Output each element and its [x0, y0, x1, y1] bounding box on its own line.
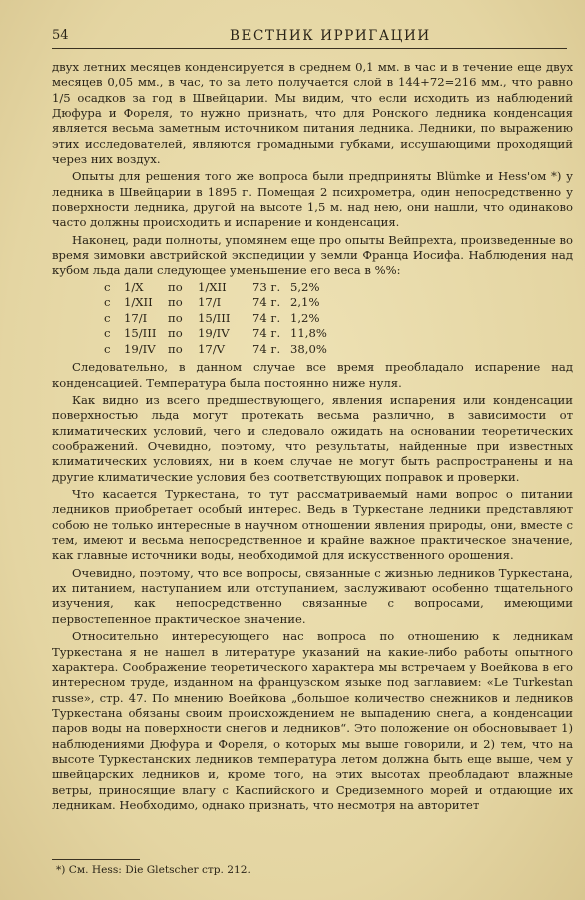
table-cell: 15/III: [198, 310, 231, 325]
table-cell: с: [104, 295, 111, 310]
table-row: [104, 342, 331, 358]
table-cell: 38,0%: [290, 341, 327, 356]
table-cell: с: [104, 326, 111, 341]
table-row: [104, 295, 331, 311]
table-cell: 1,2%: [290, 310, 320, 325]
paragraph: Наконец, ради полноты, упомянем еще про опыты Вейпрехта, произведенные во время зимовки австрийской экспедиции у земли Франца Иосифа. Наблюдения над кубом льда дали следующее уменьшение его веса в %%:: [52, 232, 573, 278]
table-cell: 2,1%: [290, 295, 320, 310]
footnote: *) См. Hess: Die Gletscher стр. 212.: [56, 864, 251, 876]
table-cell: 11,8%: [290, 326, 327, 341]
paragraph: Следовательно, в данном случае все время преобладало испарение над конденсацией. Температура была постоянно ниже нуля.: [52, 360, 573, 390]
header-divider: [52, 48, 567, 49]
table-cell: 19/IV: [124, 341, 156, 356]
table-cell: 19/IV: [198, 326, 230, 341]
table-cell: 74 г.: [252, 295, 281, 310]
table-row: [104, 326, 331, 342]
table-cell: с: [104, 310, 111, 325]
body-text: [52, 60, 573, 813]
page-header: [52, 26, 567, 48]
table-cell: по: [168, 326, 183, 341]
evaporation-table: [104, 280, 331, 358]
paragraph: Относительно интересующего нас вопроса по отношению к ледникам Туркестана я не нашел в литературе указаний на какие-либо работы опытного характера. Соображение теоретического характера мы встречаем у Воейкова в его интересном труде, изданном на французском языке под заглавием: «Le Turkestan russe», стр. 47. По мнению Воейкова „большое количество снежников и ледников Туркестана обязаны своим происхождением не выпадению снега, а конденсации паров воды на поверхности снегов и ледников“. Это положение он обосновывает 1) наблюдениями Дюфура и Фореля, о которых мы выше говорили, и 2) тем, что на высоте Туркестанских ледников температура летом должна быть еще выше, чем у швейцарских ледников и, кроме того, на этих высотах преобладают влажные ветры, приносящие влагу с Каспийского и Средиземного морей и отдающие их ледникам. Необходимо, однако признать, что несмотря на авторитет: [52, 629, 573, 812]
paragraph: Очевидно, поэтому, что все вопросы, связанные с жизнью ледников Туркестана, их питанием, наступанием или отступанием, заслуживают особенно тщательного изучения, как непосредственно связанные с вопросами, имеющими первостепенное практическое значение.: [52, 565, 573, 626]
table-cell: по: [168, 310, 183, 325]
table-cell: по: [168, 279, 183, 294]
table-cell: 74 г.: [252, 310, 281, 325]
table-cell: по: [168, 295, 183, 310]
paragraph: Опыты для решения того же вопроса были предприняты Blümke и Hess'ом *) у ледника в Швейцарии в 1895 г. Помещая 2 психрометра, один непосредственно у поверхности ледника, другой на высоте 1,5 м. над нею, они нашли, что одинаково часто должны происходить и испарение и конденсация.: [52, 169, 573, 230]
paragraph: двух летних месяцев конденсируется в среднем 0,1 мм. в час и в течение еще двух месяцев 0,05 мм., в час, то за лето получается слой в 144+72=216 мм., что равно 1/5 осадков за год в Швейцарии. Мы видим, что если исходить из наблюдений Дюфура и Фореля, то нужно признать, что для Ронского ледника конденсация является весьма заметным источником питания ледника. Ледники, по выражению этих исследователей, являются громадными губками, иссушающими проходящий через них воздух.: [52, 60, 573, 167]
table-row: [104, 280, 331, 296]
footnote-divider: [52, 859, 140, 860]
paragraph: Как видно из всего предшествующего, явления испарения или конденсации поверхностью льда могут протекать весьма различно, в зависимости от климатических условий, чего и следовало ожидать на основании теоретических соображений. Очевидно, поэтому, что результаты, найденные при известных климатических условиях, ни в коем случае не могут быть распространены и на другие климатические условия без соответствующих поправок и проверки.: [52, 393, 573, 484]
table-cell: 1/X: [124, 279, 144, 294]
page-number: 54: [52, 28, 69, 43]
table-cell: 17/I: [198, 295, 222, 310]
table-cell: 1/XII: [124, 295, 153, 310]
table-cell: 1/XII: [198, 279, 227, 294]
table-cell: с: [104, 341, 111, 356]
table-cell: 5,2%: [290, 279, 320, 294]
journal-title: ВЕСТНИК ИРРИГАЦИИ: [230, 28, 431, 44]
table-cell: 74 г.: [252, 341, 281, 356]
paragraph: Что касается Туркестана, то тут рассматриваемый нами вопрос о питании ледников приобретает особый интерес. Ведь в Туркестане ледники представляют собою не только интересные в научном отношении явления природы, они, вместе с тем, имеют и весьма непосредственное и крайне важное практическое значение, как главные источники воды, необходимой для искусственного орошения.: [52, 487, 573, 563]
table-row: [104, 311, 331, 327]
table-cell: 15/III: [124, 326, 157, 341]
table-cell: 17/V: [198, 341, 226, 356]
table-cell: с: [104, 279, 111, 294]
table-cell: 73 г.: [252, 279, 281, 294]
table-cell: 17/I: [124, 310, 148, 325]
table-cell: по: [168, 341, 183, 356]
table-cell: 74 г.: [252, 326, 281, 341]
